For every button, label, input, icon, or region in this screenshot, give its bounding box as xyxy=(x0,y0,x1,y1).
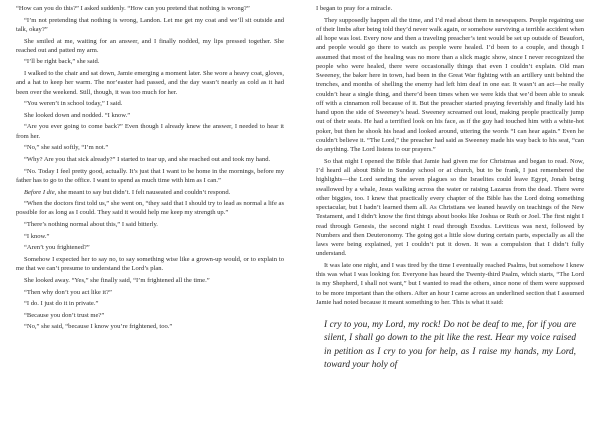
right-page xyxy=(316,4,584,372)
paragraph: They supposedly happen all the time, and I’d read about them in newspapers. People regaining use of their limbs after being told they’d never walk again, or somehow surviving a terrible accident when all hope was lost. Every now and then a traveling preacher’s tent would be set up outside of Beaufort, and people would go there to watch as people were healed. I’d been to a couple, and though I assumed that most of the healing was no more than a slick magic show, since I never recognized the people who were healed, there were occasionally things that even I couldn’t explain. Old man Sweeney, the baker here in town, had been in the Great War fighting with an artillery unit behind the trenches, and months of shelling the enemy had left him deaf in one ear. It wasn’t an act—he really couldn’t hear a single thing, and there’d been times when we were kids that we’d been able to sneak off with a cinnamon roll because of it. But the preacher started praying feverishly and finally laid his hand upon the side of Sweeney’s head. Sweeney screamed out loud, making people practically jump out of their seats. He had a terrified look on his face, as if the guy had touched him with a white-hot poker, but then he shook his head and looked around, uttering the words “I can hear again.” Even he couldn’t believe it. “The Lord,” the preacher had said as Sweeney made his way back to his seat, “can do anything. The Lord listens to our prayers.” xyxy=(316,16,584,154)
paragraph: “There’s nothing normal about this,” I said bitterly. xyxy=(24,221,158,229)
paragraph: So that night I opened the Bible that Jamie had given me for Christmas and began to read. Now, I’d heard all about Bible in Sunday school or at church, but to be frank, I just remembered the highlights—the Lord sending the seven plagues so the Israelites could leave Egypt, Jonah being swallowed by a whale, Jesus walking across the water or raising Lazarus from the dead. There were other biggies, too. I knew that practically every chapter of the Bible has the Lord doing something spectacular, but I hadn’t learned them all. As Christians we leaned heavily on teachings of the New Testament, and I didn’t know the first things about books like Joshua or Ruth or Joel. The first night I read through Genesis, the second night I read through Exodus. Leviticus was next, followed by Numbers and then Deuteronomy. The going got a little slow during certain parts, especially as all the laws were being explained, yet I couldn’t put it down. It was a compulsion that I didn’t fully understand. xyxy=(316,157,584,258)
paragraph: “I know.” xyxy=(24,232,50,240)
paragraph: “I’ll be right back,” she said. xyxy=(24,58,100,66)
paragraph: Before I die, she meant to say but didn’t. I felt nauseated and couldn’t respond. xyxy=(24,188,231,196)
left-page xyxy=(16,4,284,334)
paragraph: I began to pray for a miracle. xyxy=(316,5,393,12)
paragraph: I walked to the chair and sat down, Jamie emerging a moment later. She wore a heavy coat, gloves, and a hat to keep her warm. The nor’easter had passed, and the day wasn’t nearly as cold as it had been over the weekend. Still, though, it was too much for her. xyxy=(16,70,284,96)
paragraph: “No,” she said softly, “I’m not.” xyxy=(24,144,109,152)
paragraph: Somehow I expected her to say no, to say something wise like a grown-up would, or to explain to me that we can’t presume to understand the Lord’s plan. xyxy=(16,256,284,273)
paragraph: “How can you do this?” I asked suddenly. “How can you pretend that nothing is wrong?” xyxy=(16,5,250,12)
psalm-quote: I cry to you, my Lord, my rock! Do not be deaf to me, for if you are silent, I shall go down to the pit like the rest. Hear my voice raised in petition as I cry to you for help, as I raise my hands, my Lord, toward your holy of xyxy=(324,320,576,370)
paragraph: It was late one night, and I was tired by the time I eventually reached Psalms, but somehow I knew this was what I was looking for. Everyone has heard the Twenty-third Psalm, which starts, “The Lord is my Shepherd, I shall not want,” but I wanted to read the others, since none of them were supposed to be more important than the others. After an hour I came across an underlined section that I assumed Jamie had noted because it meant something to her. This is what it said: xyxy=(316,261,584,306)
paragraph: “Aren’t you frightened?” xyxy=(24,244,90,252)
paragraph: “No,” she said, “because I know you’re frightened, too.” xyxy=(24,323,173,331)
paragraph: She looked away. “Yes,” she finally said, “I’m frightened all the time.” xyxy=(24,276,210,284)
paragraph: “You weren’t in school today,” I said. xyxy=(24,100,123,108)
paragraph: “No. Today I feel pretty good, actually. It’s just that I want to be home in the mornings, before my father has to go to the office. I want to spend as much time with him as I can.” xyxy=(16,167,284,184)
paragraph: She smiled at me, waiting for an answer, and I finally nodded, my lips pressed together. She reached out and patted my arm. xyxy=(16,37,284,54)
paragraph: “I do. I just do it in private.” xyxy=(24,300,99,308)
paragraph: “Then why don’t you act like it?” xyxy=(24,288,112,296)
paragraph: “When the doctors first told us,” she went on, “they said that I should try to lead as normal a life as possible for as long as I could. They said it would help me keep my strength up.” xyxy=(16,200,284,217)
paragraph: “Are you ever going to come back?” Even though I already knew the answer, I needed to hear it from her. xyxy=(16,123,284,140)
paragraph: “Why? Are you that sick already?” I started to tear up, and she reached out and took my hand. xyxy=(24,156,271,164)
paragraph: She looked down and nodded. “I know.” xyxy=(24,111,131,119)
paragraph: “Because you don’t trust me?” xyxy=(24,311,105,319)
paragraph: “I’m not pretending that nothing is wrong, Landon. Let me get my coat and we’ll sit outside and talk, okay?” xyxy=(16,16,284,33)
